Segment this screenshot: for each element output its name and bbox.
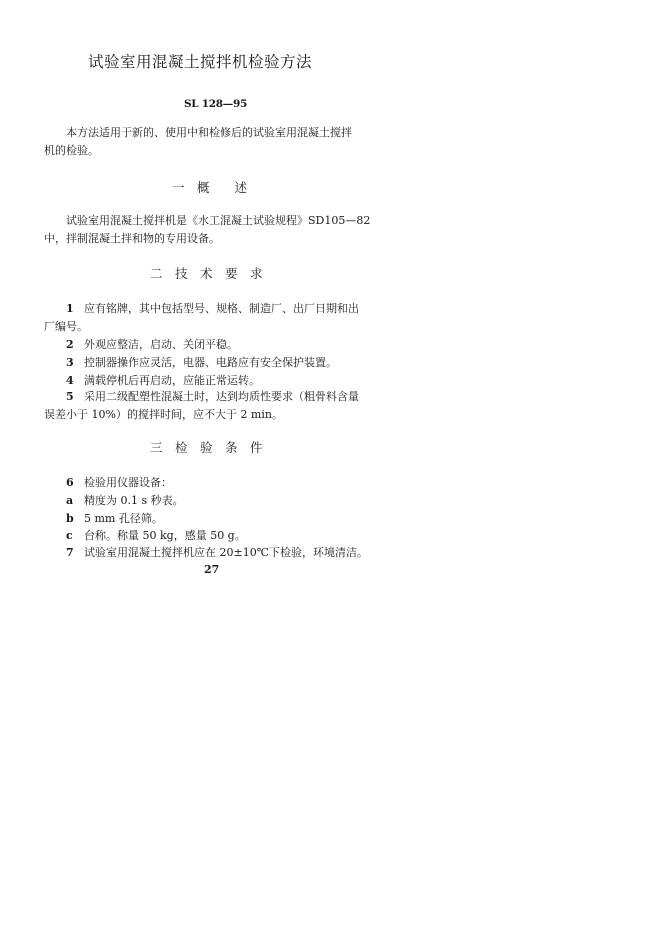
intro-paragraph <box>44 124 382 160</box>
overview-line-2: 中，拌制混凝土拌和物的专用设备。 <box>44 232 220 245</box>
item-letter: a <box>66 494 74 507</box>
item-number: 2 <box>66 338 74 351</box>
standard-number: SL 128—95 <box>184 98 247 110</box>
section-heading-test-conditions: 三 检 验 条 件 <box>150 440 263 455</box>
item-number: 1 <box>66 302 74 315</box>
condition-item-b: b 5 mm 孔径筛。 <box>44 510 163 528</box>
item-number: 6 <box>66 476 74 489</box>
item-letter: b <box>66 512 74 525</box>
requirement-item-3: 3 控制器操作应灵活，电器、电路应有安全保护装置。 <box>44 354 337 372</box>
item-letter: c <box>66 529 73 542</box>
requirement-item-4: 4 满载停机后再启动，应能正常运转。 <box>44 372 260 390</box>
item-number: 3 <box>66 356 74 369</box>
section-heading-overview: 一 概 述 <box>172 180 248 195</box>
requirement-item-5: 5 采用二级配塑性混凝土时，达到均质性要求（粗骨料含量 误差小于 10%）的搅拌时间，应不大于 2 min。 <box>44 390 359 421</box>
condition-item-c: c 台称。称量 50 kg，感量 50 g。 <box>44 527 246 545</box>
condition-item-6: 6 检验用仪器设备： <box>44 474 172 492</box>
intro-line-2: 机的检验。 <box>44 144 99 157</box>
overview-paragraph <box>44 212 382 248</box>
item-number: 7 <box>66 546 74 559</box>
section-heading-technical-requirements: 二 技 术 要 求 <box>150 266 263 281</box>
document-title: 试验室用混凝土搅拌机检验方法 <box>88 53 313 71</box>
page-number: 27 <box>204 563 220 576</box>
item-number: 4 <box>66 374 74 387</box>
intro-line-1: 本方法适用于新的、使用中和检修后的试验室用混凝土搅拌 <box>66 126 352 139</box>
condition-item-a: a 精度为 0.1 s 秒表。 <box>44 492 184 510</box>
overview-line-1: 试验室用混凝土搅拌机是《水工混凝土试验规程》SD105—82 <box>66 214 371 227</box>
condition-item-7: 7 试验室用混凝土搅拌机应在 20±10℃下检验，环境清洁。 <box>44 544 368 562</box>
requirement-item-1: 1 应有铭牌，其中包括型号、规格、制造厂、出厂日期和出 厂编号。 <box>44 302 359 333</box>
requirement-item-2: 2 外观应整洁，启动、关闭平稳。 <box>44 336 238 354</box>
item-number: 5 <box>66 390 74 403</box>
